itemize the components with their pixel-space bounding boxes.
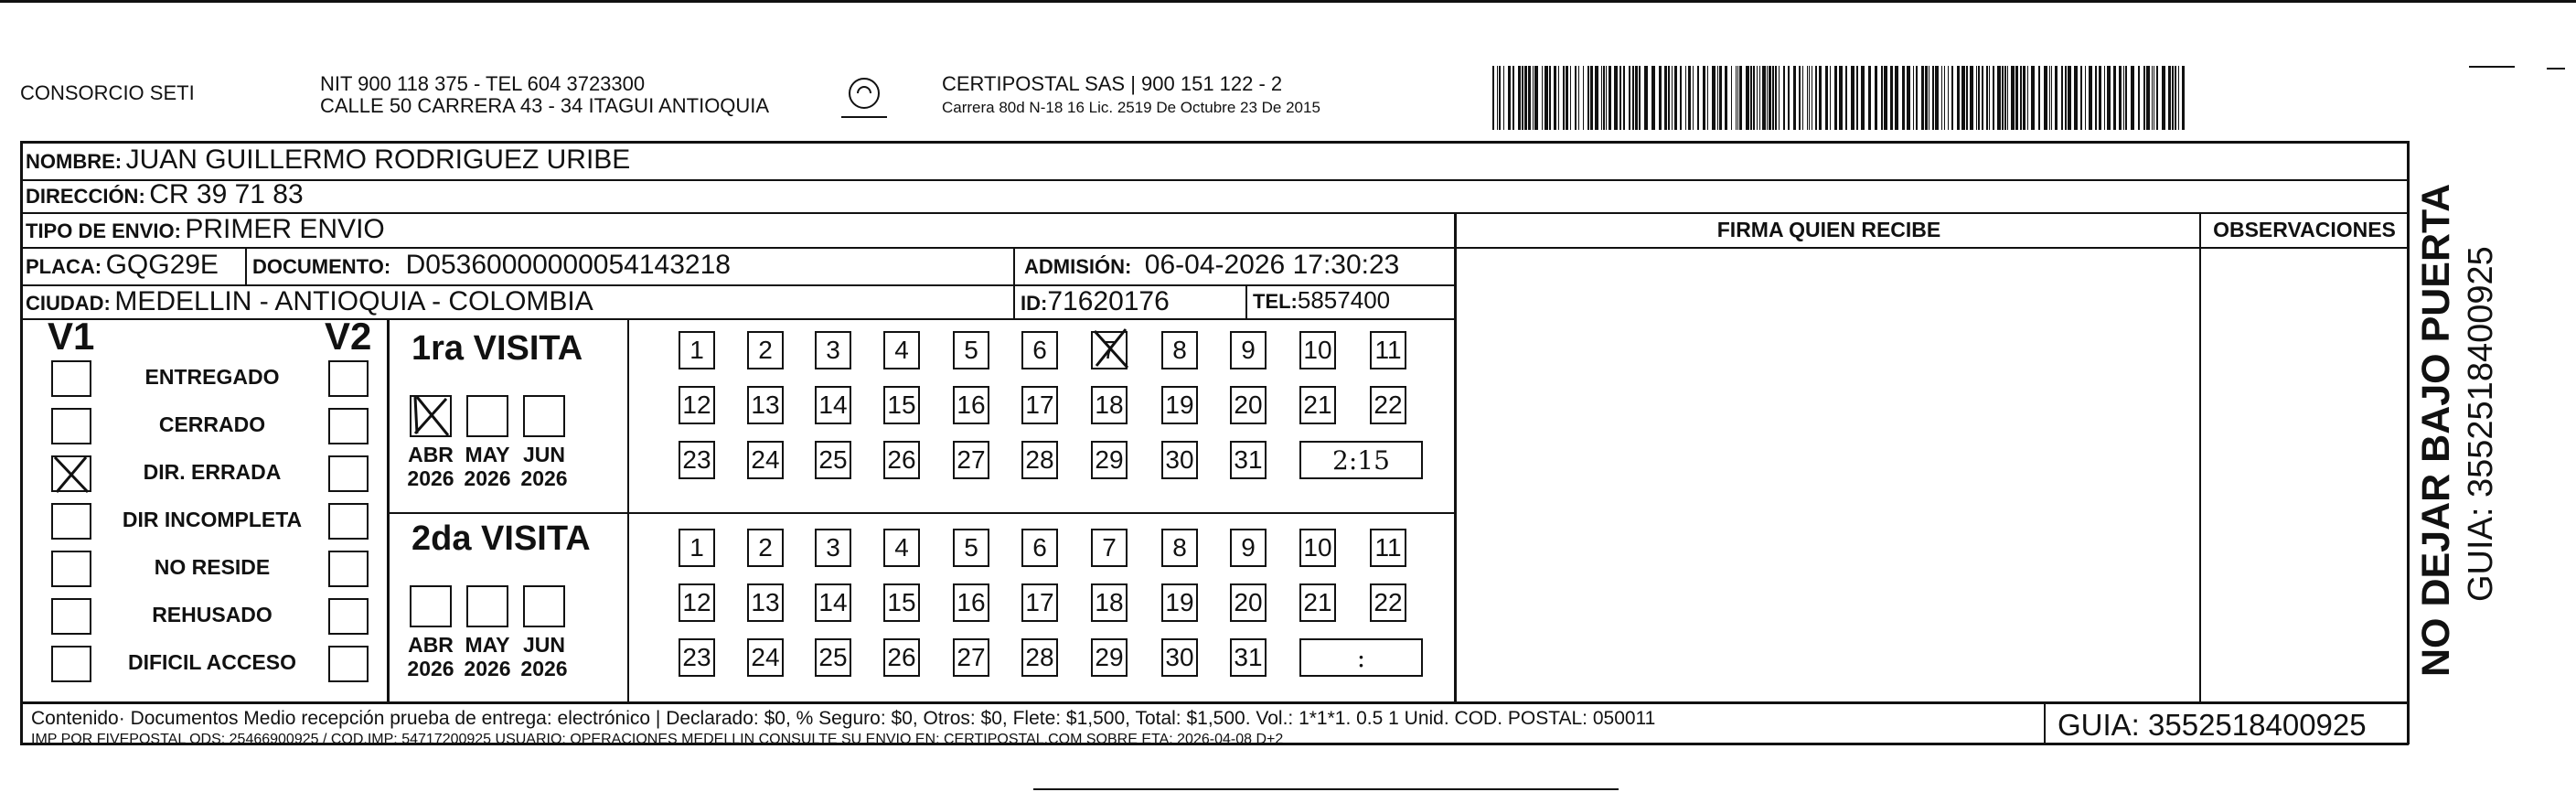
firma-label: FIRMA QUIEN RECIBE [1716,218,1941,241]
visit2-day-box[interactable]: 31 [1230,638,1267,677]
reason-label: DIR INCOMPLETA [122,508,303,531]
grid-line [245,247,247,285]
visit2-month-label: ABR [408,633,454,657]
grid-line [1245,284,1247,318]
ciudad-label: CIUDAD: [26,292,111,315]
row-admision [1024,250,1399,281]
nombre-label: NOMBRE: [26,150,123,173]
margin-mark [2547,68,2565,70]
grid-line [2199,212,2201,701]
v2-label: V2 [325,315,372,358]
grid-line [387,318,390,702]
visit2-day-box[interactable]: 29 [1091,638,1128,677]
visit1-day-box[interactable]: 1 [679,331,715,369]
certipostal-logo [823,71,924,126]
visit2-day-box[interactable]: 5 [953,529,989,567]
direccion-value: CR 39 71 83 [149,179,304,209]
ciudad-value: MEDELLIN - ANTIOQUIA - COLOMBIA [114,286,593,316]
visit1-day-box[interactable]: 20 [1230,386,1267,424]
visit2-time-box[interactable]: : [1299,638,1423,677]
id-value: 71620176 [1047,286,1170,316]
visit1-day-box[interactable]: 25 [815,441,851,479]
row-documento [252,250,731,281]
side-warning: NO DEJAR BAJO PUERTA [2414,183,2458,677]
admision-value: 06-04-2026 17:30:23 [1144,250,1400,280]
visit1-day-box[interactable]: 2 [747,331,784,369]
visit2-month-label: JUN [522,633,565,657]
tel-label: TEL: [1253,290,1298,313]
row-tel [1253,286,1390,315]
visit1-day-box[interactable]: 17 [1021,386,1058,424]
visit1-day-box[interactable]: 31 [1230,441,1267,479]
row-placa [26,250,219,281]
v2-checkbox[interactable] [328,455,369,492]
visit1-day-box[interactable]: 26 [883,441,920,479]
handwritten-x-mark [1085,324,1135,378]
v2-checkbox[interactable] [328,598,369,635]
visit2-day-box[interactable]: 27 [953,638,989,677]
grid-line [20,141,2409,144]
v2-checkbox[interactable] [328,503,369,540]
footer-line1: Contenido· Documentos Medio recepción prueba de entrega: electrónico | Declarado: $0, % Seguro: $0, Otros: $0, Flete: $1,500, Total: $1,500. Vol.: 1*1*1. 0.5 1 Unid. COD. POSTAL: 050011 [31,708,1656,729]
tipo-value: PRIMER ENVIO [185,214,385,244]
visit2-day-box[interactable]: 24 [747,638,784,677]
v1-checkbox[interactable] [51,598,91,635]
visit2-day-box[interactable]: 12 [679,583,715,622]
handwritten-x-mark [408,391,457,445]
visit1-month-label: ABR [408,443,454,466]
reason-label: DIFICIL ACCESO [127,650,296,674]
visit1-title: 1ra VISITA [412,329,583,368]
visit2-day-box[interactable]: 20 [1230,583,1267,622]
footer-line2: IMP POR FIVEPOSTAL ODS: 25466900925 / COD.IMP: 54717200925 USUARIO: OPERACIONES MEDELLIN CONSULTE SU ENVIO EN: CERTIPOSTAL.COM SOBRE ETA: 2026-04-08 D+2 [31,732,1284,747]
visit2-day-box[interactable]: 14 [815,583,851,622]
visit2-day-box[interactable]: 17 [1021,583,1058,622]
visit2-month-checkbox[interactable] [410,585,452,627]
observaciones-label: OBSERVACIONES [2213,218,2396,241]
grid-line [627,318,629,702]
admision-label: ADMISIÓN: [1024,255,1132,278]
visit2-day-box[interactable]: 10 [1299,529,1336,567]
grid-line [20,701,2409,704]
visit2-day-box[interactable]: 13 [747,583,784,622]
observaciones-area[interactable] [2203,251,2406,699]
visit2-month-checkbox[interactable] [523,585,565,627]
row-id [1021,286,1170,317]
visit2-day-box[interactable]: 30 [1161,638,1198,677]
visit2-day-box[interactable]: 3 [815,529,851,567]
grid-line [1454,247,2409,249]
certipostal-line: CERTIPOSTAL SAS | 900 151 122 - 2 [942,72,1283,95]
visit1-day-box[interactable]: 9 [1230,331,1267,369]
row-ciudad [26,286,593,317]
visit2-month-checkbox[interactable] [466,585,508,627]
visit1-time-box[interactable]: 2:15 [1299,441,1423,479]
nombre-value: JUAN GUILLERMO RODRIGUEZ URIBE [125,144,631,175]
v1-checkbox[interactable] [51,646,91,682]
visit2-day-box[interactable]: 2 [747,529,784,567]
visit2-day-box[interactable]: 6 [1021,529,1058,567]
barcode [1492,66,2187,132]
grid-line [387,512,1455,514]
visit2-day-box[interactable]: 22 [1370,583,1406,622]
reason-label: ENTREGADO [144,365,280,389]
visit2-day-box[interactable]: 25 [815,638,851,677]
visit1-day-box[interactable]: 13 [747,386,784,424]
footer-guia: GUIA: 3552518400925 [2058,708,2367,742]
grid-line [20,318,1456,320]
visit2-day-box[interactable]: 19 [1161,583,1198,622]
grid-line [20,179,2409,181]
visit2-day-box[interactable]: 28 [1021,638,1058,677]
visit2-day-box[interactable]: 26 [883,638,920,677]
top-edge [0,0,2576,3]
bottom-mark [1033,788,1619,790]
grid-line [2407,141,2410,744]
placa-value: GQG29E [105,250,219,280]
tipo-label: TIPO DE ENVIO: [26,219,181,242]
v1-checkbox[interactable] [51,360,91,397]
visit2-day-box[interactable]: 21 [1299,583,1336,622]
visit1-day-box[interactable]: 12 [679,386,715,424]
grid-line [20,247,1456,249]
visit1-day-box[interactable]: 16 [953,386,989,424]
visit1-day-box[interactable]: 6 [1021,331,1058,369]
v2-checkbox[interactable] [328,646,369,682]
direccion-label: DIRECCIÓN: [26,185,145,208]
visit2-year-label: 2026 [407,657,454,680]
grid-line [1013,247,1015,318]
reason-label: CERRADO [158,412,266,436]
side-guia: GUIA: 3552518400925 [2462,246,2500,602]
id-label: ID: [1021,292,1048,315]
visit2-day-box[interactable]: 9 [1230,529,1267,567]
margin-mark [2469,66,2515,68]
visit2-day-box[interactable]: 8 [1161,529,1198,567]
v2-checkbox[interactable] [328,408,369,444]
visit1-day-box[interactable]: 19 [1161,386,1198,424]
visit2-day-box[interactable]: 23 [679,638,715,677]
visit1-year-label: 2026 [407,466,454,490]
company-name: CONSORCIO SETI [20,81,195,104]
visit1-day-box[interactable]: 21 [1299,386,1336,424]
visit1-day-box[interactable]: 29 [1091,441,1128,479]
placa-label: PLACA: [26,255,102,278]
visit1-day-box[interactable]: 4 [883,331,920,369]
documento-value: D05360000000054143218 [405,250,731,280]
visit1-day-box[interactable]: 18 [1091,386,1128,424]
row-nombre [26,144,630,176]
visit1-year-label: 2026 [520,466,568,490]
handwritten-x-mark [48,452,95,502]
visit2-year-label: 2026 [464,657,511,680]
visit2-day-box[interactable]: 7 [1091,529,1128,567]
signature-area[interactable] [1459,251,2197,699]
v1-checkbox[interactable] [51,408,91,444]
visit2-year-label: 2026 [520,657,568,680]
row-direccion [26,179,304,210]
visit2-title: 2da VISITA [412,519,591,558]
visit1-month-label: JUN [522,443,565,466]
reason-label: DIR. ERRADA [143,460,282,484]
visit1-month-checkbox[interactable] [523,395,565,437]
visit1-day-box[interactable]: 11 [1370,331,1406,369]
visit2-day-box[interactable]: 16 [953,583,989,622]
documento-label: DOCUMENTO: [252,255,391,278]
v2-checkbox[interactable] [328,360,369,397]
visit1-day-box[interactable]: 23 [679,441,715,479]
grid-line [20,141,23,744]
visit2-month-label: MAY [465,633,510,657]
visit2-day-box[interactable]: 11 [1370,529,1406,567]
visit2-day-box[interactable]: 15 [883,583,920,622]
reason-label: NO RESIDE [154,555,271,579]
visit1-day-box[interactable]: 7 [1091,331,1128,369]
visit1-day-box[interactable]: 30 [1161,441,1198,479]
grid-line [2044,701,2046,744]
visit1-day-box[interactable]: 3 [815,331,851,369]
nit-line: NIT 900 118 375 - TEL 604 3723300 [320,72,646,95]
visit1-day-box[interactable]: 24 [747,441,784,479]
tel-value: 5857400 [1297,286,1391,314]
v1-checkbox[interactable] [51,503,91,540]
v1-checkbox[interactable] [51,551,91,587]
visit1-day-box[interactable]: 14 [815,386,851,424]
license-line: Carrera 80d N-18 16 Lic. 2519 De Octubre 23 De 2015 [942,99,1320,116]
visit2-day-box[interactable]: 18 [1091,583,1128,622]
visit1-day-box[interactable]: 8 [1161,331,1198,369]
visit1-day-box[interactable]: 28 [1021,441,1058,479]
visit2-day-box[interactable]: 4 [883,529,920,567]
v2-checkbox[interactable] [328,551,369,587]
row-tipo [26,214,385,245]
visit1-day-box[interactable]: 22 [1370,386,1406,424]
v1-label: V1 [48,315,95,358]
reason-label: REHUSADO [152,603,273,626]
visit1-day-box[interactable]: 15 [883,386,920,424]
visit2-day-box[interactable]: 1 [679,529,715,567]
address-line: CALLE 50 CARRERA 43 - 34 ITAGUI ANTIOQUIA [320,94,770,117]
visit1-month-label: MAY [465,443,510,466]
visit1-day-box[interactable]: 27 [953,441,989,479]
visit1-month-checkbox[interactable] [466,395,508,437]
visit1-year-label: 2026 [464,466,511,490]
visit1-day-box[interactable]: 10 [1299,331,1336,369]
visit1-day-box[interactable]: 5 [953,331,989,369]
grid-line [1454,212,1457,701]
